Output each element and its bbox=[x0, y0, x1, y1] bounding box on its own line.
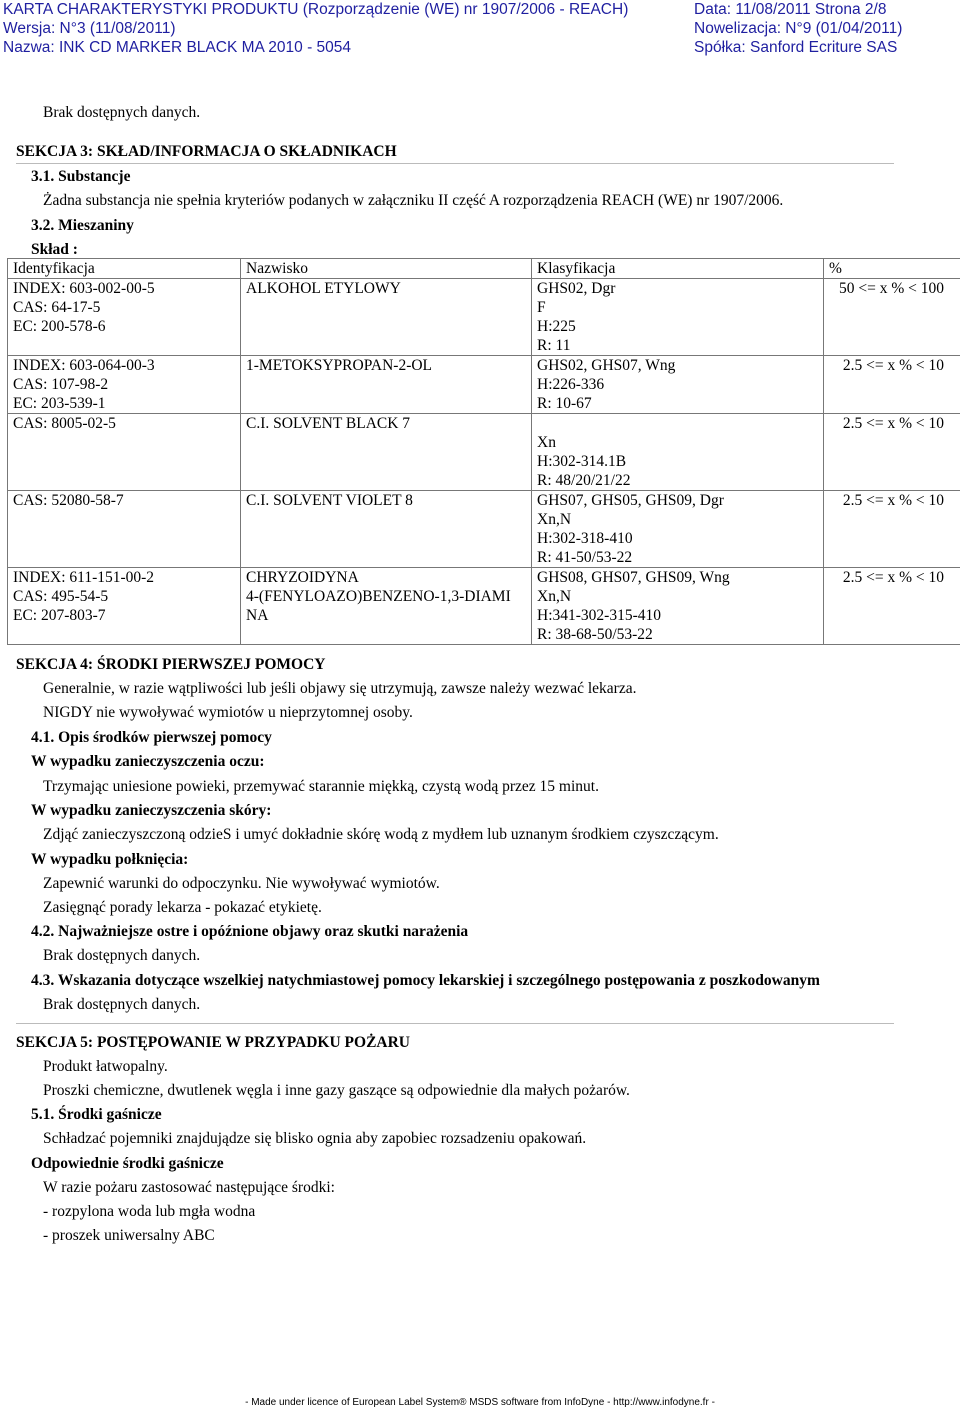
footer-licence: - Made under licence of European Label System® MSDS software from InfoDyne - http://www.infodyne.fr - bbox=[245, 1397, 715, 1408]
section5-1-text: Schładzać pojemniki znajdujądze się blisko ognia aby zapobiec rozsadzeniu opakowań. bbox=[43, 1130, 587, 1147]
cell-line: 4-(FENYLOAZO)BENZENO-1,3-DIAMI bbox=[246, 588, 511, 605]
cell-line: NA bbox=[246, 607, 269, 624]
cell-line: R: 48/20/21/22 bbox=[537, 472, 631, 489]
doc-version: Wersja: N°3 (11/08/2011) bbox=[3, 20, 176, 37]
doc-title: KARTA CHARAKTERYSTYKI PRODUKTU (Rozporządzenie (WE) nr 1907/2006 - REACH) bbox=[3, 1, 629, 18]
cell-line: R: 38-68-50/53-22 bbox=[537, 626, 653, 643]
cell-line: GHS02, Dgr bbox=[537, 280, 616, 297]
cell-line: CHRYZOIDYNA bbox=[246, 569, 359, 586]
section5-title: SEKCJA 5: POSTĘPOWANIE W PRZYPADKU POŻARU bbox=[16, 1034, 411, 1051]
percentage-cell: 50 <= x % < 100 bbox=[824, 279, 960, 356]
section4-1-title: 4.1. Opis środków pierwszej pomocy bbox=[31, 729, 272, 746]
swallow-text2: Zasięgnąć porady lekarza - pokazać etykietę. bbox=[43, 899, 322, 916]
section4-3-text: Brak dostępnych danych. bbox=[43, 996, 201, 1013]
table-row bbox=[8, 356, 960, 414]
cell-line: H:341-302-315-410 bbox=[537, 607, 661, 624]
cell-line: R: 41-50/53-22 bbox=[537, 549, 633, 566]
extinguishing-media-intro: W razie pożaru zastosować następujące środki: bbox=[43, 1179, 335, 1196]
cell-line: Xn bbox=[537, 434, 556, 451]
cell-line: CAS: 64-17-5 bbox=[13, 299, 101, 316]
skin-title: W wypadku zanieczyszczenia skóry: bbox=[31, 802, 272, 819]
cell-line: GHS08, GHS07, GHS09, Wng bbox=[537, 569, 730, 586]
cell-line: Xn,N bbox=[537, 511, 572, 528]
cell-line: CAS: 52080-58-7 bbox=[13, 492, 124, 509]
section4-title: SEKCJA 4: ŚRODKI PIERWSZEJ POMOCY bbox=[16, 656, 326, 673]
list-item: - proszek uniwersalny ABC bbox=[43, 1227, 215, 1244]
column-header: Identyfikacja bbox=[8, 259, 241, 279]
composition-label: Skład : bbox=[31, 241, 78, 258]
cell-line: EC: 203-539-1 bbox=[13, 395, 106, 412]
extinguishing-media-title: Odpowiednie środki gaśnicze bbox=[31, 1155, 224, 1172]
cell-line: CAS: 107-98-2 bbox=[13, 376, 109, 393]
doc-revision: Nowelizacja: N°9 (01/04/2011) bbox=[694, 20, 903, 37]
cell-line: C.I. SOLVENT BLACK 7 bbox=[246, 415, 411, 432]
cell-line: EC: 200-578-6 bbox=[13, 318, 106, 335]
table-row bbox=[8, 414, 960, 491]
cell-line: INDEX: 611-151-00-2 bbox=[13, 569, 155, 586]
table-header-row bbox=[8, 259, 960, 279]
cell-line: GHS07, GHS05, GHS09, Dgr bbox=[537, 492, 724, 509]
skin-text: Zdjąć zanieczyszczoną odzieS i umyć dokładnie skórę wodą z mydłem lub uznanym środkiem czyszczącym. bbox=[43, 826, 719, 843]
cell-line: EC: 207-803-7 bbox=[13, 607, 106, 624]
table-row bbox=[8, 568, 960, 645]
swallow-text1: Zapewnić warunki do odpoczynku. Nie wywoływać wymiotów. bbox=[43, 875, 440, 892]
section4-2-text: Brak dostępnych danych. bbox=[43, 947, 201, 964]
section4-intro1: Generalnie, w razie wątpliwości lub jeśli objawy się utrzymują, zawsze należy wezwać lekarza. bbox=[43, 680, 637, 697]
cell-line: H:226-336 bbox=[537, 376, 605, 393]
cell-line: CAS: 8005-02-5 bbox=[13, 415, 116, 432]
section4-3-title: 4.3. Wskazania dotyczące wszelkiej natychmiastowej pomocy lekarskiej i szczególnego postępowania z poszkodowanym bbox=[31, 972, 820, 989]
cell-line: INDEX: 603-064-00-3 bbox=[13, 357, 155, 374]
no-data-text: Brak dostępnych danych. bbox=[43, 104, 201, 121]
cell-line: H:302-314.1B bbox=[537, 453, 627, 470]
cell-line bbox=[537, 414, 821, 433]
list-item: - rozpylona woda lub mgła wodna bbox=[43, 1203, 256, 1220]
eyes-title: W wypadku zanieczyszczenia oczu: bbox=[31, 753, 265, 770]
swallow-title: W wypadku połknięcia: bbox=[31, 851, 189, 868]
composition-table bbox=[7, 258, 960, 645]
cell-line: GHS02, GHS07, Wng bbox=[537, 357, 676, 374]
table-row bbox=[8, 491, 960, 568]
section3-title: SEKCJA 3: SKŁAD/INFORMACJA O SKŁADNIKACH bbox=[16, 143, 397, 160]
percentage-cell: 2.5 <= x % < 10 bbox=[824, 356, 960, 414]
percentage-cell: 2.5 <= x % < 10 bbox=[824, 414, 960, 491]
column-header: Klasyfikacja bbox=[532, 259, 824, 279]
cell-line: F bbox=[537, 299, 546, 316]
company-name: Spółka: Sanford Ecriture SAS bbox=[694, 39, 898, 56]
cell-line: Xn,N bbox=[537, 588, 572, 605]
section-divider bbox=[16, 1023, 894, 1024]
cell-line: H:225 bbox=[537, 318, 576, 335]
column-header: % bbox=[824, 259, 960, 279]
percentage-cell: 2.5 <= x % < 10 bbox=[824, 491, 960, 568]
section3-2-title: 3.2. Mieszaniny bbox=[31, 217, 134, 234]
column-header: Nazwisko bbox=[241, 259, 532, 279]
cell-line: C.I. SOLVENT VIOLET 8 bbox=[246, 492, 413, 509]
section-divider bbox=[16, 163, 894, 164]
section3-1-title: 3.1. Substancje bbox=[31, 168, 131, 185]
product-name: Nazwa: INK CD MARKER BLACK MA 2010 - 5054 bbox=[3, 39, 352, 56]
cell-line: ALKOHOL ETYLOWY bbox=[246, 280, 401, 297]
cell-line: H:302-318-410 bbox=[537, 530, 633, 547]
percentage-cell: 2.5 <= x % < 10 bbox=[824, 568, 960, 645]
doc-date-page: Data: 11/08/2011 Strona 2/8 bbox=[694, 1, 887, 18]
cell-line: INDEX: 603-002-00-5 bbox=[13, 280, 155, 297]
section5-1-title: 5.1. Środki gaśnicze bbox=[31, 1106, 162, 1123]
cell-line: CAS: 495-54-5 bbox=[13, 588, 109, 605]
table-row bbox=[8, 279, 960, 356]
cell-line: R: 11 bbox=[537, 337, 571, 354]
section4-intro2: NIGDY nie wywoływać wymiotów u nieprzytomnej osoby. bbox=[43, 704, 413, 721]
cell-line: R: 10-67 bbox=[537, 395, 592, 412]
section3-1-text: Żadna substancja nie spełnia kryteriów podanych w załączniku II część A rozporządzenia REACH (WE) nr 1907/2006. bbox=[43, 192, 784, 209]
document-header bbox=[0, 0, 960, 57]
eyes-text: Trzymając uniesione powieki, przemywać starannie miękką, czystą wodą przez 15 minut. bbox=[43, 778, 599, 795]
section5-text1: Produkt łatwopalny. bbox=[43, 1058, 168, 1075]
section5-text2: Proszki chemiczne, dwutlenek węgla i inne gazy gaszące są odpowiednie dla małych pożarów. bbox=[43, 1082, 630, 1099]
cell-line: 1-METOKSYPROPAN-2-OL bbox=[246, 357, 433, 374]
section4-2-title: 4.2. Najważniejsze ostre i opóźnione objawy oraz skutki narażenia bbox=[31, 923, 469, 940]
